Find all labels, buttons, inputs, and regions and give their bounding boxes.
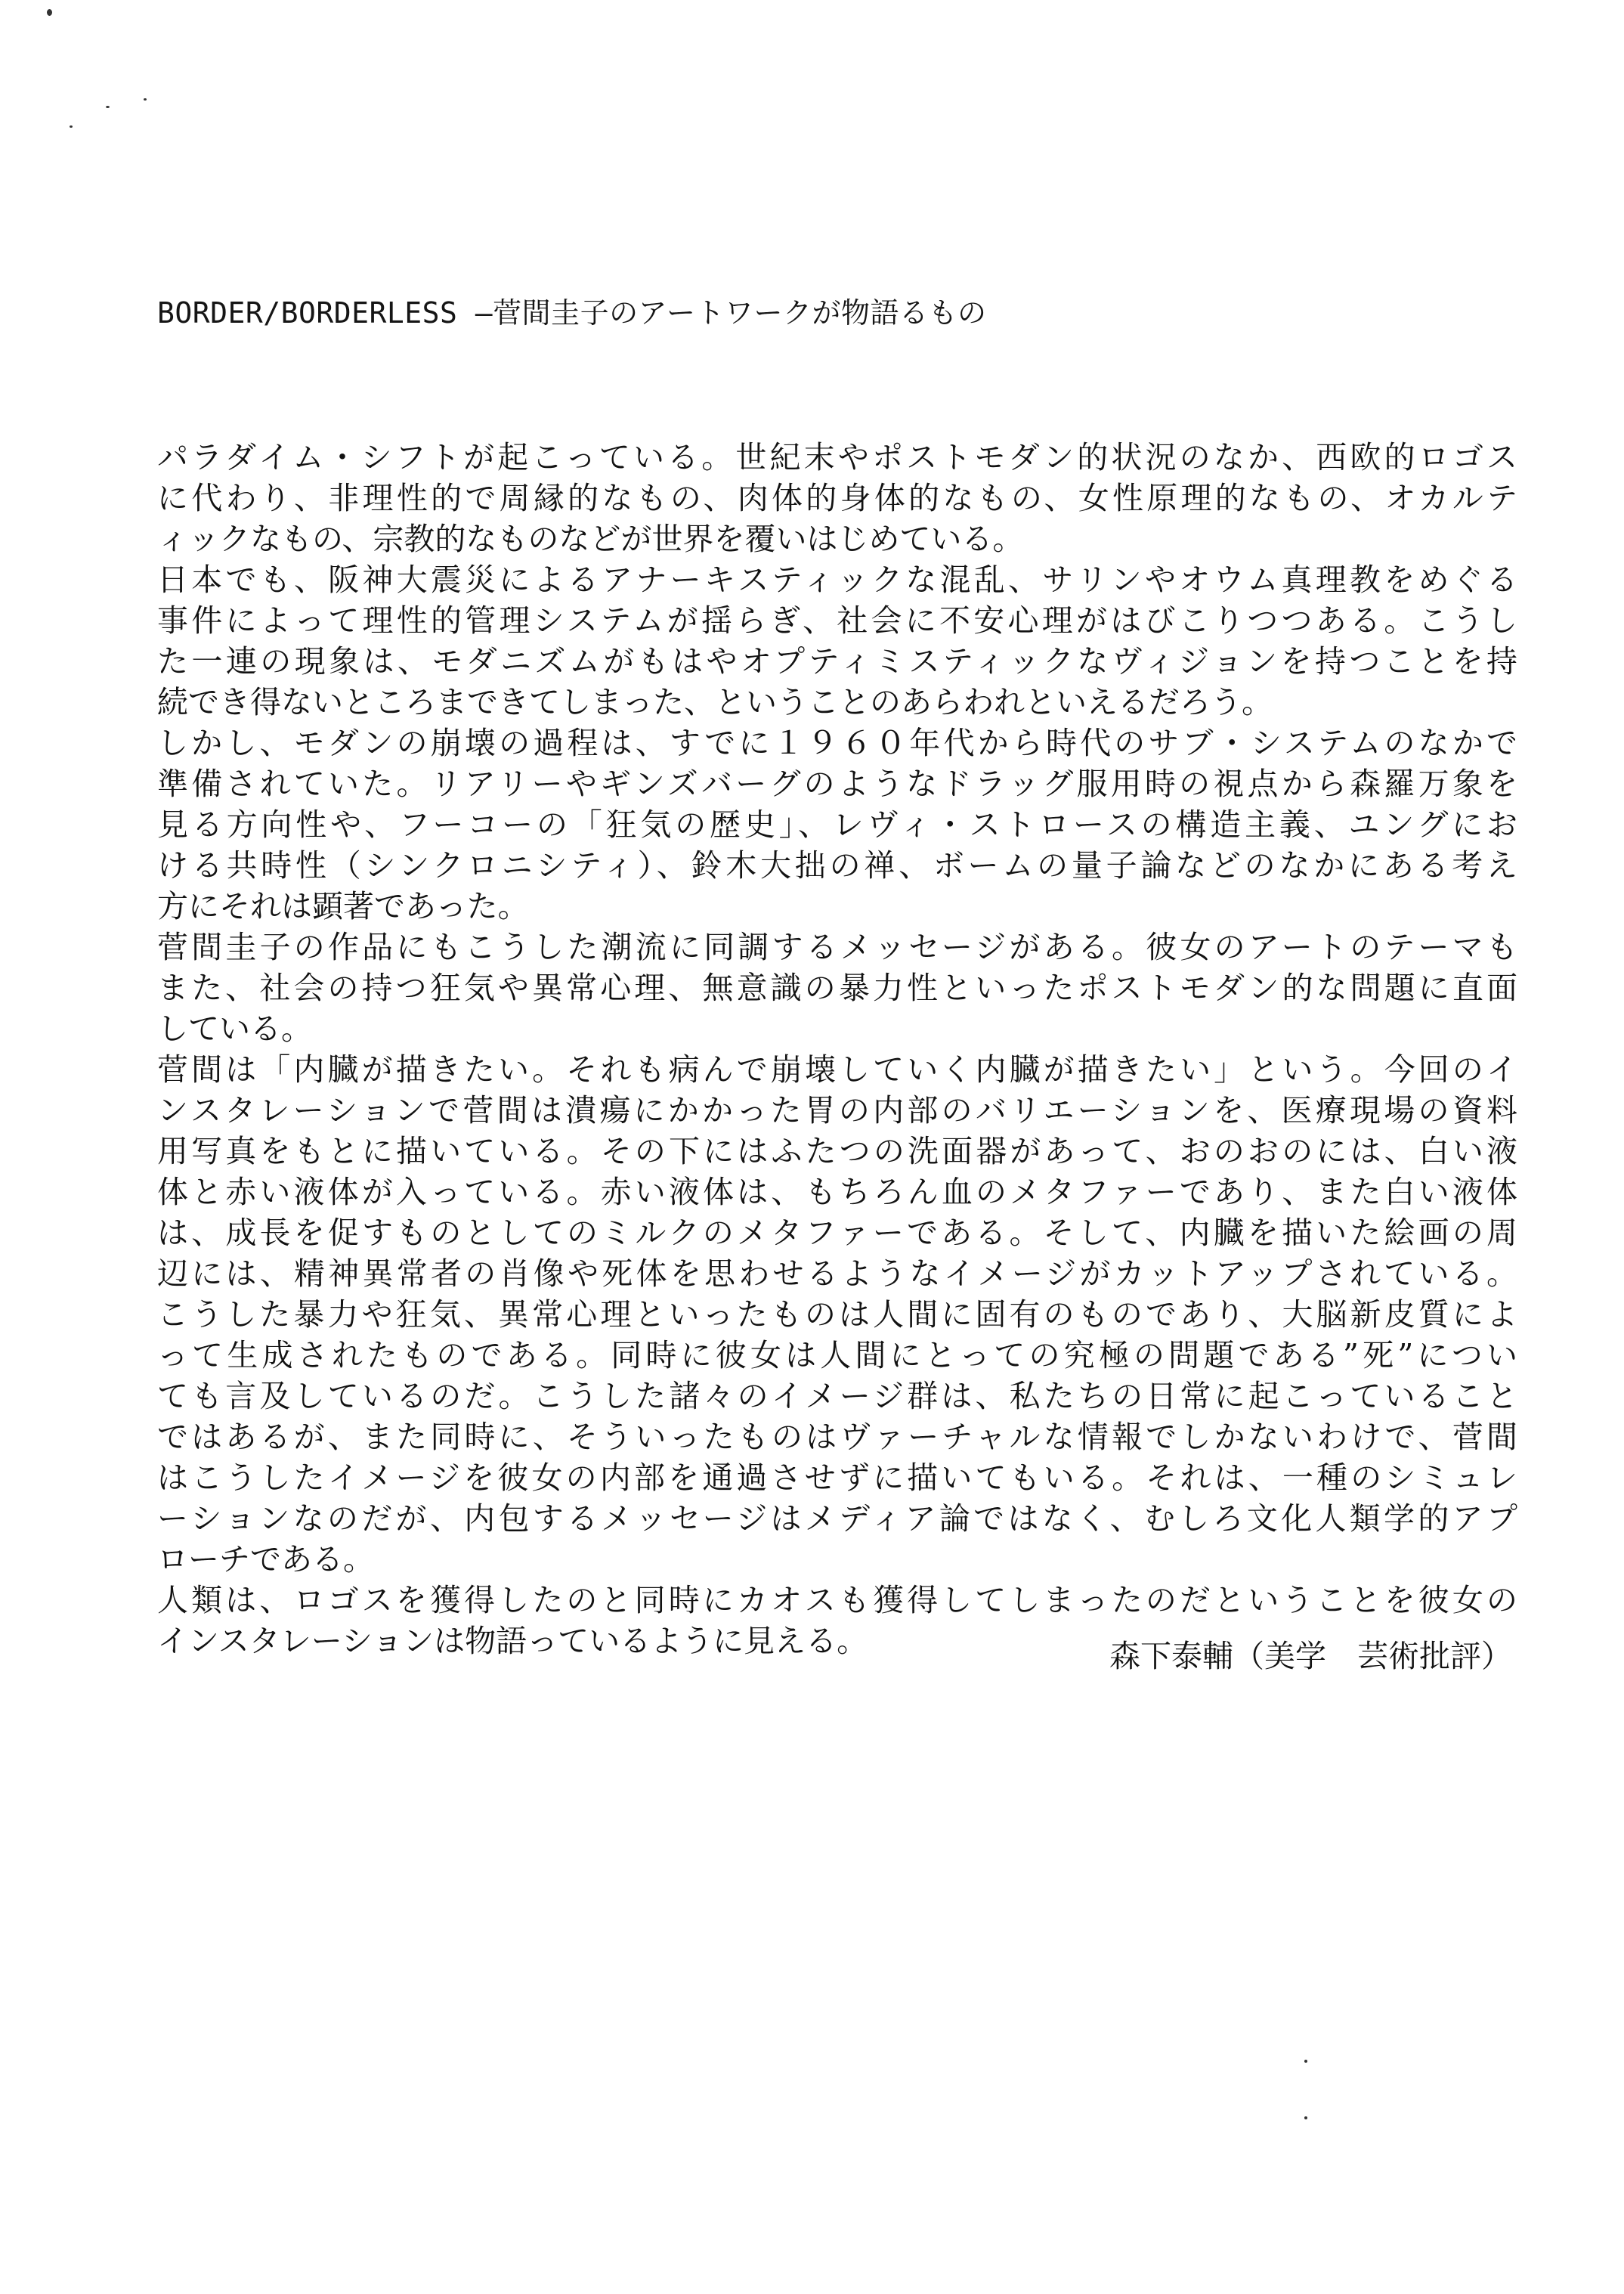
text-line: ではあるが、また同時に、そういったものはヴァーチャルな情報でしかないわけで、菅間 [157,1419,1517,1455]
text-line: ても言及しているのだ。こうした諸々のイメージ群は、私たちの日常に起こっていること [157,1378,1517,1414]
text-line: 菅間圭子の作品にもこうした潮流に同調するメッセージがある。彼女のアートのテーマも [157,929,1517,965]
text-line: 人類は、ロゴスを獲得したのと同時にカオスも獲得してしまったのだということを彼女の [157,1582,1517,1618]
text-line: 見る方向性や、フーコーの「狂気の歴史」、レヴィ・ストロースの構造主義、ユングにお [157,806,1517,843]
scan-speck [1304,2060,1307,2063]
text-line: ける共時性（シンクロニシティ）、鈴木大拙の禅、ボームの量子論などのなかにある考え [157,847,1517,884]
text-line: インスタレーションは物語っているように見える。 [157,1623,868,1659]
text-line: ィックなもの、宗教的なものなどが世界を覆いはじめている。 [157,521,1024,557]
text-line: パラダイム・シフトが起こっている。世紀末やポストモダン的状況のなか、西欧的ロゴス [157,439,1517,475]
text-line: 方にそれは顕著であった。 [157,888,529,924]
text-line: 体と赤い液体が入っている。赤い液体は、もちろん血のメタファーであり、また白い液体 [157,1174,1517,1210]
text-line: 続でき得ないところまできてしまった、ということのあらわれといえるだろう。 [157,684,1273,720]
text-line: ンスタレーションで菅間は潰瘍にかかった胃の内部のバリエーションを、医療現場の資料 [157,1092,1517,1128]
text-line: って生成されたものである。同時に彼女は人間にとっての究極の問題である”死”につい [157,1337,1517,1373]
text-line: しかし、モダンの崩壊の過程は、すでに１９６０年代から時代のサブ・システムのなかで [157,725,1517,761]
scan-speck [47,9,52,16]
text-line: はこうしたイメージを彼女の内部を通過させずに描いてもいる。それは、一種のシミュレ [157,1460,1517,1496]
text-line: 準備されていた。リアリーやギンズバーグのようなドラッグ服用時の視点から森羅万象を [157,766,1517,802]
text-line: た一連の現象は、モダニズムがもはやオプティミスティックなヴィジョンを持つことを持 [157,643,1517,680]
text-line: に代わり、非理性的で周縁的なもの、肉体的身体的なもの、女性原理的なもの、オカルテ [157,480,1517,516]
text-line: 用写真をもとに描いている。その下にはふたつの洗面器があって、おのおのには、白い液 [157,1133,1517,1169]
text-line: 日本でも、阪神大震災によるアナーキスティックな混乱、サリンやオウム真理教をめぐる [157,562,1517,598]
scan-speck [144,98,147,101]
scan-speck [106,106,110,108]
author-signature: 森下泰輔（美学 芸術批評） [1109,1638,1512,1674]
scan-speck [1304,2116,1307,2119]
document-title: BORDER/BORDERLESS ―菅間圭子のアートワークが物語るもの [157,296,987,330]
text-line: また、社会の持つ狂気や異常心理、無意識の暴力性といったポストモダン的な問題に直面 [157,970,1517,1006]
text-line: 辺には、精神異常者の肖像や死体を思わせるようなイメージがカットアップされている。 [157,1255,1517,1292]
text-line: 事件によって理性的管理システムが揺らぎ、社会に不安心理がはびこりつつある。こうし [157,602,1517,639]
text-line: ローチである。 [157,1541,374,1577]
text-line: している。 [157,1011,312,1047]
scan-speck [70,125,73,128]
essay-body [157,437,1517,1661]
text-line: は、成長を促すものとしてのミルクのメタファーである。そして、内臓を描いた絵画の周 [157,1215,1517,1251]
text-line: 菅間は「内臓が描きたい。それも病んで崩壊していく内臓が描きたい」という。今回のイ [157,1051,1517,1088]
text-line: ーションなのだが、内包するメッセージはメディア論ではなく、むしろ文化人類学的アプ [157,1500,1517,1537]
text-line: こうした暴力や狂気、異常心理といったものは人間に固有のものであり、大脳新皮質によ [157,1296,1517,1333]
